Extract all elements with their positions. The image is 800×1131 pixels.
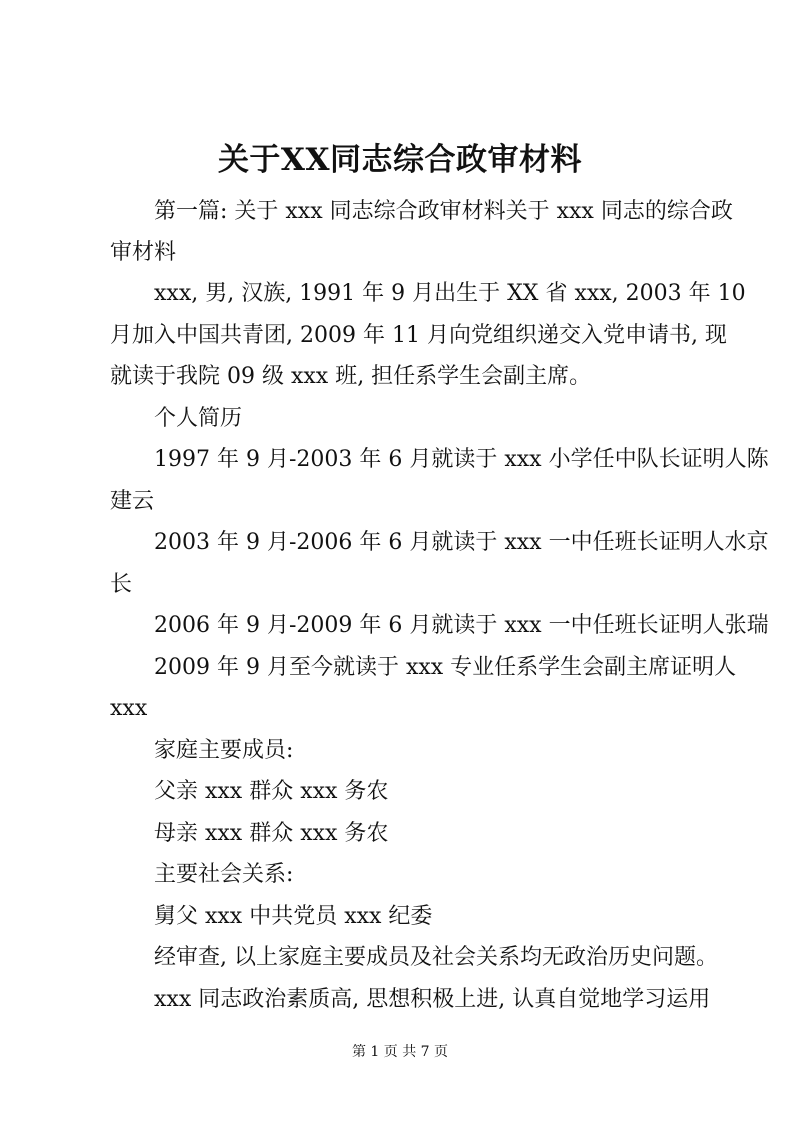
document-body (110, 191, 769, 1020)
paragraph-line: 月加入中国共青团, 2009 年 11 月向党组织递交入党申请书, 现 (110, 322, 727, 348)
paragraph-line: 就读于我院 09 级 xxx 班, 担任系学生会副主席。 (110, 364, 592, 389)
paragraph-line: 父亲 xxx 群众 xxx 务农 (154, 779, 389, 804)
paragraph-line: 第一篇: 关于 xxx 同志综合政审材料关于 xxx 同志的综合政 (154, 199, 733, 224)
paragraph-4 (110, 439, 769, 522)
paragraph-12 (110, 896, 718, 938)
paragraph-8 (110, 730, 718, 772)
paragraph-line: xxx, 男, 汉族, 1991 年 9 月出生于 XX 省 xxx, 2003 年 10 (154, 281, 746, 306)
paragraph-11 (110, 854, 718, 896)
paragraph-line: 主要社会关系: (154, 862, 294, 887)
paragraph-line: 母亲 xxx 群众 xxx 务农 (154, 820, 389, 846)
paragraph-3 (110, 398, 718, 440)
paragraph-line: 2003 年 9 月-2006 年 6 月就读于 xxx 一中任班长证明人水京 (154, 530, 769, 555)
paragraph-line: 个人简历 (154, 405, 243, 431)
paragraph-line: xxx 同志政治素质高, 思想积极上进, 认真自觉地学习运用 (154, 986, 711, 1012)
paragraph-10 (110, 813, 718, 855)
paragraph-line: 建云 (110, 488, 155, 514)
paragraph-6 (110, 605, 769, 647)
page-footer: 第 1 页 共 7 页 (351, 1044, 449, 1060)
paragraph-line: 舅父 xxx 中共党员 xxx 纪委 (154, 903, 433, 929)
paragraph-line: 2009 年 9 月至今就读于 xxx 专业任系学生会副主席证明人 (154, 654, 737, 680)
paragraph-line: 家庭主要成员: (154, 737, 294, 763)
paragraph-line: 审材料 (110, 240, 177, 265)
paragraph-2 (110, 273, 746, 398)
paragraph-5 (110, 522, 769, 605)
paragraph-9 (110, 771, 718, 813)
paragraph-line: 2006 年 9 月-2009 年 6 月就读于 xxx 一中任班长证明人张瑞 (154, 613, 769, 638)
paragraph-line: xxx (110, 696, 148, 721)
paragraph-7 (110, 647, 737, 730)
paragraph-line: 经审查, 以上家庭主要成员及社会关系均无政治历史问题。 (154, 945, 718, 970)
paragraph-1 (110, 191, 733, 273)
paragraph-14 (110, 979, 718, 1021)
document-title: 关于XX同志综合政审材料 (217, 142, 583, 178)
paragraph-13 (110, 937, 718, 979)
paragraph-line: 长 (110, 571, 133, 597)
paragraph-line: 1997 年 9 月-2003 年 6 月就读于 xxx 小学任中队长证明人陈 (154, 447, 769, 472)
